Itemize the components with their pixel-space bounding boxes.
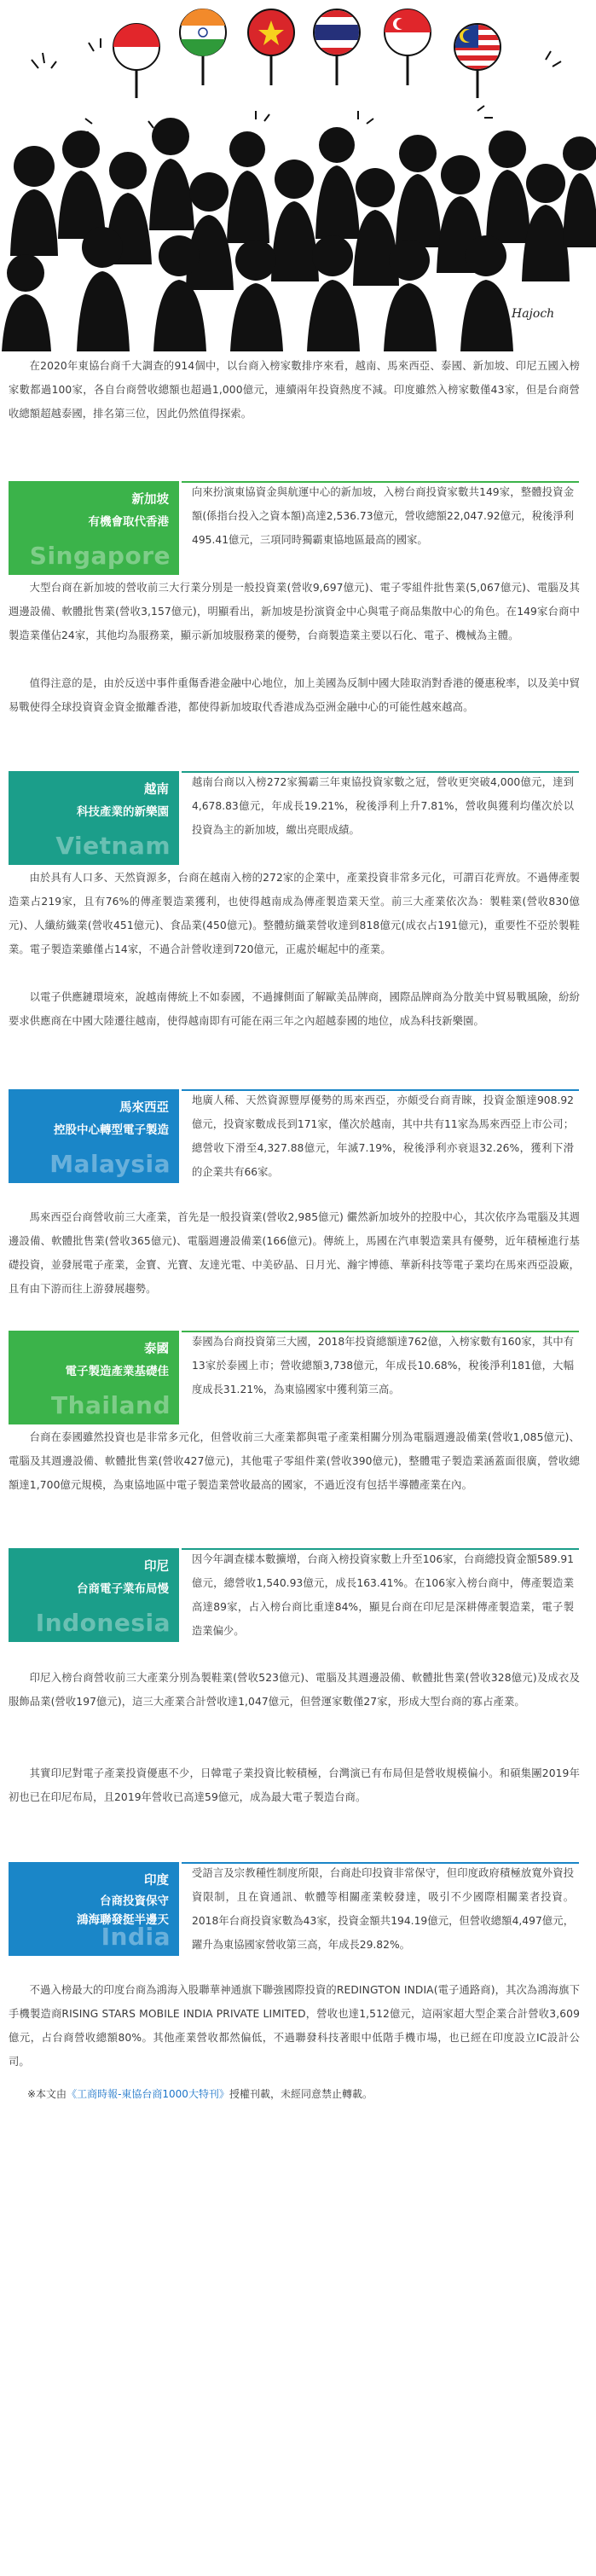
singapore-flag (385, 9, 431, 85)
label-box-india (9, 1862, 179, 1956)
footnote-suffix: 授權刊載，未經同意禁止轉載。 (229, 2088, 373, 2100)
box-text-indonesia: 因今年調查樣本數擴增，台商入榜投資家數上升至106家，台商總投資金額589.91億元，總營收1,540.93億元，成長163.41%。在106家入榜台商中，傳產製造業高達89家，占入榜台商比重達84%，顯見台商在印尼是深耕傳產製造業，電子製造業偏少。 (192, 1553, 574, 1637)
footnote-prefix: ※本文由 (27, 2088, 67, 2100)
label-country: 泰國 (144, 1343, 169, 1356)
label-english: Thailand (51, 1391, 171, 1419)
paragraph: 其實印尼對電子產業投資優惠不少，日韓電子業投資比較積極，台灣演已有布局但是營收規模偏小。和碩集團2019年初也已在印尼布局，且2019年營收已高達59億元，成為最大電子製造台商。 (9, 1767, 580, 1803)
header-illustration (0, 0, 596, 351)
label-box-singapore (9, 481, 179, 575)
india-flag (180, 9, 226, 85)
label-subtitle: 科技產業的新樂園 (77, 805, 169, 819)
label-country: 馬來西亞 (119, 1101, 169, 1115)
box-text-singapore: 向來扮演東協資金與航運中心的新加坡，入榜台商投資家數共149家，整體投資金額(係指台投入之資本額)高達2,536.73億元，營收總額22,047.92億元，稅後淨利495.41億元，三項同時獨霸東協地區最高的國家。 (192, 486, 574, 546)
label-box-thailand (9, 1331, 179, 1424)
paragraph: 馬來西亞台商營收前三大產業，首先是一般投資業(營收2,985億元) 儼然新加坡外的控股中心，其次依序為電腦及其週邊設備、軟體批售業(營收365億元)、電腦週邊設備業(166億元)。傳統上，馬國在汽車製造業具有優勢，近年積極進行基礎投資，並發展電子產業，金寶、光寶、友達光電、中美矽晶、日月光、瀚宇博德、華新科技等電子業均在馬來西亞設廠，且有由下游而往上游發展趨勢。 (9, 1211, 580, 1295)
intro-paragraph: 在2020年東協台商千大調查的914個中，以台商入榜家數排序來看，越南、馬來西亞、泰國、新加坡、印尼五國入榜家數都過100家，各自台商營收總額也超過1,000億元，連續兩年投資熱度不減。印度雖然入榜家數僅43家，但是台商營收總額超越泰國，排名第三位，因此仍然值得探索。 (9, 360, 580, 420)
indonesia-flag (113, 24, 159, 98)
label-subtitle: 控股中心轉型電子製造 (54, 1123, 169, 1137)
label-country: 印尼 (144, 1560, 169, 1574)
paragraph: 值得注意的是，由於反送中事件重傷香港金融中心地位，加上美國為反制中國大陸取消對香港的優惠稅率，以及美中貿易戰使得全球投資資金資金撤離香港，都使得新加坡取代香港成為亞洲金融中心的可能性越來越高。 (9, 677, 580, 713)
label-english: Singapore (29, 542, 171, 570)
box-text-thailand: 泰國為台商投資第三大國，2018年投資總額達762億，入榜家數有160家，其中有13家於泰國上市；營收總額3,738億元，年成長10.68%，稅後淨利181億，大幅度成長31.21%，為東協國家中獲利第三高。 (192, 1336, 574, 1395)
label-box-vietnam (9, 771, 179, 865)
label-english: India (101, 1923, 171, 1951)
paragraph: 印尼入榜台商營收前三大產業分別為製鞋業(營收523億元)、電腦及其週邊設備、軟體批售業(營收328億元)及成衣及服飾品業(營收197億元)，這三大產業合計營收達1,047億元，但營運家數僅27家，形成大型台商的寡占產業。 (9, 1672, 580, 1708)
label-english: Malaysia (49, 1150, 171, 1178)
label-subtitle: 電子製造產業基礎佳 (65, 1365, 169, 1378)
label-subtitle: 有機會取代香港 (88, 515, 169, 529)
illustration-signature: Hajoch (512, 307, 555, 321)
box-text-india: 受語言及宗教種性制度所限，台商赴印投資非常保守，但印度政府積極放寬外資投資限制，且在資通訊、軟體等相關產業較發達，吸引不少國際相關業者投資。2018年台商投資家數為43家，投資金額共194.19億元，但營收總額4,497億元，躍升為東協國家營收第三高，年成長29.82%。 (192, 1867, 574, 1951)
paragraph: 以電子供應鏈環境來，說越南傳統上不如泰國，不過據側面了解歐美品牌商，國際品牌商為分散美中貿易戰風險，紛紛要求供應商在中國大陸遷往越南，使得越南即有可能在兩三年之內超越泰國的地位，成為科技新樂園。 (9, 991, 580, 1027)
thailand-flag (314, 9, 360, 85)
box-text-malaysia: 地廣人稀、天然資源豐厚優勢的馬來西亞，亦頗受台商青睞，投資金額達908.92億元，投資家數成長到171家，僅次於越南，其中共有11家為馬來西亞上市公司；總營收下滑至4,327.88億元，年滅7.19%，稅後淨利亦衰退32.26%，獲利下滑的企業共有66家。 (192, 1094, 574, 1178)
label-subtitle: 鴻海聯發挺半邊天 (77, 1913, 169, 1927)
label-subtitle: 台商電子業布局慢 (77, 1582, 169, 1596)
label-box-malaysia (9, 1089, 179, 1183)
vietnam-flag (248, 9, 294, 85)
footnote-title-link[interactable]: 《工商時報-東協台商1000大特刊》 (67, 2088, 229, 2100)
label-country: 印度 (144, 1874, 169, 1888)
label-country: 新加坡 (131, 493, 169, 507)
paragraph: 大型台商在新加坡的營收前三大行業分別是一般投資業(營收9,697億元)、電子零組件批售業(5,067億元)、電腦及其週邊設備、軟體批售業(營收3,157億元)，明顯看出，新加坡是扮演資金中心與電子商品集散中心的角色。在149家台商中製造業僅佔24家，其他均為服務業，顯示新加坡服務業的優勢，台商製造業主要以石化、電子、機械為主體。 (9, 582, 580, 641)
label-country: 越南 (144, 783, 169, 797)
label-english: Indonesia (35, 1609, 171, 1637)
paragraph: 台商在泰國雖然投資也是非常多元化，但營收前三大產業都與電子產業相關分別為電腦週邊設備業(營收1,085億元)、電腦及其週邊設備、軟體批售業(營收427億元)，其他電子零組件業(營收390億元)，整體電子製造業涵蓋面很廣，營收總額達1,700億元規模，為東協地區中電子製造業營收最高的國家，不過近沒有包括半導體產業在內。 (9, 1431, 580, 1491)
crowd-silhouettes (2, 118, 596, 351)
label-box-indonesia (9, 1548, 179, 1642)
source-footnote (27, 2086, 373, 2103)
label-subtitle: 台商投資保守 (100, 1894, 169, 1908)
paragraph: 不過入榜最大的印度台商為鴻海入股聯華神通旗下聯強國際投資的REDINGTON INDIA(電子通路商)，其次為鴻海旗下手機製造商RISING STARS MOBILE INDIA PRIVATE LIMITED，營收也達1,512億元，這兩家超大型企業合計營收3,609億元，占台商營收總額80%。其他產業營收都然偏低，不過聯發科技著眼中低階手機市場，也已經在印度設立IC設計公司。 (9, 1984, 580, 2068)
malaysia-flag (454, 24, 501, 98)
paragraph: 由於具有人口多、天然資源多，台商在越南入榜的272家的企業中，產業投資非常多元化，可謂百花齊放。不過傳產製造業占219家，且有76%的傳產製造業獲利，也使得越南成為傳產製造業天堂。前三大產業依次為：製鞋業(營收830億元)、人纖紡織業(營收451億元)、食品業(450億元)。整體紡織業營收達到818億元(成衣占191億元)，重要性不亞於製鞋業。電子製造業雖僅占14家，不過合計營收達到720億元，正處於崛起中的產業。 (9, 872, 580, 955)
label-english: Vietnam (55, 832, 171, 860)
box-text-vietnam: 越南台商以入榜272家獨霸三年東協投資家數之冠，營收更突破4,000億元，達到4,678.83億元，年成長19.21%，稅後淨利上升7.81%，營收與獲利均僅次於以投資為主的新加坡，繳出亮眼成績。 (192, 776, 574, 836)
